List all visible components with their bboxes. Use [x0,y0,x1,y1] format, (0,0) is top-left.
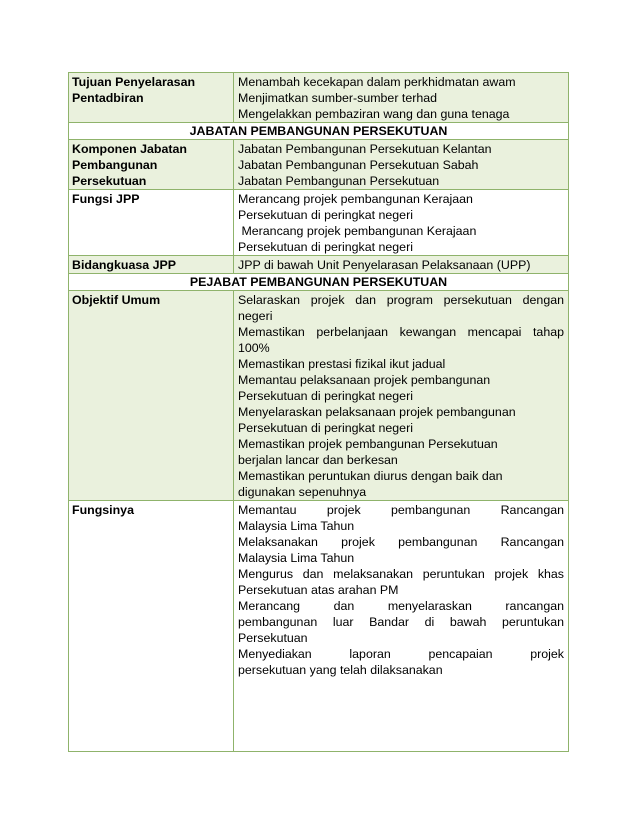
label-line: Fungsinya [72,503,134,517]
label-line: Tujuan Penyelarasan [72,75,196,89]
value-line: 100% [238,341,270,355]
value-line: Persekutuan di peringkat negeri [238,208,413,222]
label-fungsinya [69,501,234,752]
value-line: Memastikan perbelanjaan kewangan mencapai tahap [238,325,564,339]
row-bidangkuasa [69,256,569,274]
value-fungsi-jpp [234,190,569,256]
value-line: Menambah kecekapan dalam perkhidmatan awam [238,75,516,89]
value-line: digunakan sepenuhnya [238,485,367,499]
row-fungsi-jpp [69,190,569,256]
value-line: Menyediakan laporan pencapaian projek [238,647,564,661]
value-line: Persekutuan di peringkat negeri [238,421,413,435]
value-line: Melaksanakan projek pembangunan Rancangan [238,535,564,549]
value-line: Jabatan Pembangunan Persekutuan Sabah [238,158,479,172]
value-line: Mengurus dan melaksanakan peruntukan projek khas [238,567,564,581]
value-line: Merancang projek pembangunan Kerajaan [238,192,473,206]
label-line: Pentadbiran [72,91,144,105]
value-bidangkuasa [234,256,569,274]
label-line: Fungsi JPP [72,192,140,206]
value-line: Menjimatkan sumber-sumber terhad [238,91,438,105]
value-komponen [234,140,569,190]
value-line: Persekutuan [238,631,308,645]
value-line: Merancang dan menyelaraskan rancangan [238,599,564,613]
value-tujuan [234,73,569,123]
row-tujuan [69,73,569,123]
section-header-jpp: JABATAN PEMBANGUNAN PERSEKUTUAN [69,123,569,140]
value-line: Persekutuan di peringkat negeri [238,389,413,403]
label-line: Persekutuan [72,174,147,188]
value-line: Memastikan prestasi fizikal ikut jadual [238,357,446,371]
value-fungsinya [234,501,569,752]
value-objektif [234,291,569,501]
value-line: Memantau pelaksanaan projek pembangunan [238,373,491,387]
value-line: negeri [238,309,273,323]
value-line: Jabatan Pembangunan Persekutuan [238,174,440,188]
label-bidangkuasa [69,256,234,274]
value-line: Menyelaraskan pelaksanaan projek pembangunan [238,405,516,419]
label-tujuan [69,73,234,123]
row-jpp-header [69,123,569,140]
value-line: Selaraskan projek dan program persekutuan dengan [238,293,564,307]
value-line: Mengelakkan pembaziran wang dan guna tenaga [238,107,510,121]
row-komponen [69,140,569,190]
value-line: berjalan lancar dan berkesan [238,453,398,467]
label-line: Objektif Umum [72,293,161,307]
value-line: persekutuan yang telah dilaksanakan [238,663,443,677]
section-header-ppp: PEJABAT PEMBANGUNAN PERSEKUTUAN [69,274,569,291]
label-komponen [69,140,234,190]
label-fungsi-jpp [69,190,234,256]
value-line: Memastikan peruntukan diurus dengan baik dan [238,469,503,483]
value-line: Merancang projek pembangunan Kerajaan [238,224,477,238]
value-line: pembangunan luar Bandar di bawah peruntukan [238,615,564,629]
value-line: Memastikan projek pembangunan Persekutuan [238,437,498,451]
value-line: Malaysia Lima Tahun [238,519,355,533]
value-line: Memantau projek pembangunan Rancangan [238,503,564,517]
row-fungsinya [69,501,569,752]
value-line: Malaysia Lima Tahun [238,551,355,565]
label-line: Bidangkuasa JPP [72,258,176,272]
row-objektif [69,291,569,501]
label-line: Komponen Jabatan [72,142,187,156]
document-table [68,72,569,752]
row-ppp-header [69,274,569,291]
value-line: Jabatan Pembangunan Persekutuan Kelantan [238,142,492,156]
value-line: JPP di bawah Unit Penyelarasan Pelaksanaan (UPP) [238,258,531,272]
value-line: Persekutuan atas arahan PM [238,583,399,597]
label-line: Pembangunan [72,158,158,172]
label-objektif [69,291,234,501]
value-line: Persekutuan di peringkat negeri [238,240,413,254]
